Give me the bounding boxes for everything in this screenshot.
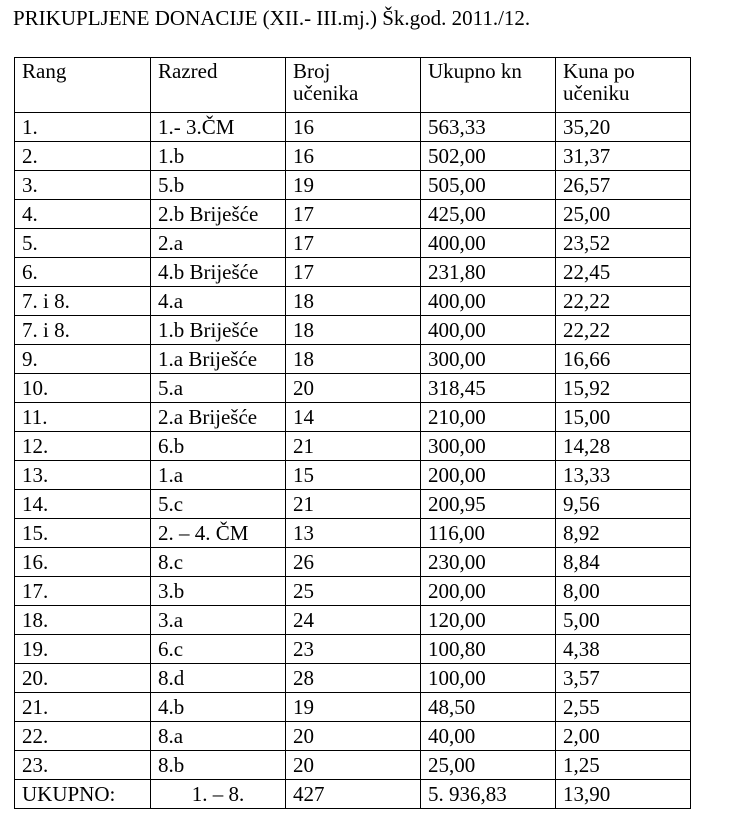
broj-ucenika-cell: 26 (286, 548, 421, 577)
broj-ucenika-cell: 17 (286, 258, 421, 287)
rang-cell: 10. (15, 374, 151, 403)
ukupno-kn-cell: 25,00 (421, 751, 556, 780)
rang-cell: 15. (15, 519, 151, 548)
table-row (15, 635, 691, 664)
rang-cell: 6. (15, 258, 151, 287)
rang-cell: 12. (15, 432, 151, 461)
ukupno-kn-cell: 502,00 (421, 142, 556, 171)
broj-ucenika-cell: 21 (286, 432, 421, 461)
razred-cell: 3.a (151, 606, 286, 635)
razred-cell: 2.b Briješće (151, 200, 286, 229)
header-razred: Razred (151, 58, 286, 113)
table-row (15, 722, 691, 751)
razred-cell: 8.c (151, 548, 286, 577)
total-ukupno-kn-cell: 5. 936,83 (421, 780, 556, 809)
kuna-po-uceniku-cell: 22,22 (556, 287, 691, 316)
kuna-po-uceniku-cell: 23,52 (556, 229, 691, 258)
kuna-po-uceniku-cell: 4,38 (556, 635, 691, 664)
kuna-po-uceniku-cell: 31,37 (556, 142, 691, 171)
kuna-po-uceniku-cell: 22,22 (556, 316, 691, 345)
rang-cell: 4. (15, 200, 151, 229)
total-rang-cell: UKUPNO: (15, 780, 151, 809)
ukupno-kn-cell: 505,00 (421, 171, 556, 200)
ukupno-kn-cell: 425,00 (421, 200, 556, 229)
kuna-po-uceniku-cell: 9,56 (556, 490, 691, 519)
rang-cell: 5. (15, 229, 151, 258)
table-row (15, 606, 691, 635)
page-title: PRIKUPLJENE DONACIJE (XII.- III.mj.) Šk.god. 2011./12. (13, 6, 531, 30)
broj-ucenika-cell: 23 (286, 635, 421, 664)
broj-ucenika-cell: 18 (286, 287, 421, 316)
razred-cell: 8.d (151, 664, 286, 693)
header-kuna-po-uceniku: Kuna po učeniku (556, 58, 691, 113)
table-row (15, 200, 691, 229)
razred-cell: 2.a Briješće (151, 403, 286, 432)
table-row (15, 577, 691, 606)
kuna-po-uceniku-cell: 14,28 (556, 432, 691, 461)
table-row (15, 693, 691, 722)
razred-cell: 5.c (151, 490, 286, 519)
ukupno-kn-cell: 300,00 (421, 432, 556, 461)
rang-cell: 9. (15, 345, 151, 374)
razred-cell: 8.b (151, 751, 286, 780)
kuna-po-uceniku-cell: 5,00 (556, 606, 691, 635)
razred-cell: 1.a Briješće (151, 345, 286, 374)
table-row (15, 548, 691, 577)
rang-cell: 20. (15, 664, 151, 693)
ukupno-kn-cell: 230,00 (421, 548, 556, 577)
razred-cell: 5.b (151, 171, 286, 200)
table-row (15, 258, 691, 287)
kuna-po-uceniku-cell: 15,92 (556, 374, 691, 403)
razred-cell: 1.b (151, 142, 286, 171)
broj-ucenika-cell: 15 (286, 461, 421, 490)
header-ukupno-kn: Ukupno kn (421, 58, 556, 113)
kuna-po-uceniku-cell: 35,20 (556, 113, 691, 142)
ukupno-kn-cell: 200,00 (421, 577, 556, 606)
table-row (15, 113, 691, 142)
header-broj-ucenika: Broj učenika (286, 58, 421, 113)
ukupno-kn-cell: 200,95 (421, 490, 556, 519)
ukupno-kn-cell: 48,50 (421, 693, 556, 722)
ukupno-kn-cell: 210,00 (421, 403, 556, 432)
donations-table (14, 57, 691, 809)
ukupno-kn-cell: 400,00 (421, 287, 556, 316)
razred-cell: 6.c (151, 635, 286, 664)
ukupno-kn-cell: 40,00 (421, 722, 556, 751)
broj-ucenika-cell: 25 (286, 577, 421, 606)
rang-cell: 7. i 8. (15, 287, 151, 316)
razred-cell: 4.a (151, 287, 286, 316)
razred-cell: 5.a (151, 374, 286, 403)
kuna-po-uceniku-cell: 25,00 (556, 200, 691, 229)
rang-cell: 1. (15, 113, 151, 142)
table-row (15, 490, 691, 519)
broj-ucenika-cell: 19 (286, 171, 421, 200)
kuna-po-uceniku-cell: 8,84 (556, 548, 691, 577)
rang-cell: 21. (15, 693, 151, 722)
kuna-po-uceniku-cell: 8,92 (556, 519, 691, 548)
table-row (15, 345, 691, 374)
broj-ucenika-cell: 20 (286, 751, 421, 780)
table-row (15, 664, 691, 693)
table-row (15, 403, 691, 432)
razred-cell: 3.b (151, 577, 286, 606)
kuna-po-uceniku-cell: 1,25 (556, 751, 691, 780)
table-row (15, 229, 691, 258)
broj-ucenika-cell: 28 (286, 664, 421, 693)
table-row (15, 142, 691, 171)
ukupno-kn-cell: 318,45 (421, 374, 556, 403)
rang-cell: 13. (15, 461, 151, 490)
kuna-po-uceniku-cell: 2,55 (556, 693, 691, 722)
kuna-po-uceniku-cell: 16,66 (556, 345, 691, 374)
broj-ucenika-cell: 14 (286, 403, 421, 432)
kuna-po-uceniku-cell: 22,45 (556, 258, 691, 287)
table-total-row (15, 780, 691, 809)
broj-ucenika-cell: 20 (286, 722, 421, 751)
total-broj-ucenika-cell: 427 (286, 780, 421, 809)
ukupno-kn-cell: 100,80 (421, 635, 556, 664)
broj-ucenika-cell: 24 (286, 606, 421, 635)
rang-cell: 18. (15, 606, 151, 635)
table-row (15, 316, 691, 345)
rang-cell: 7. i 8. (15, 316, 151, 345)
broj-ucenika-cell: 18 (286, 316, 421, 345)
broj-ucenika-cell: 20 (286, 374, 421, 403)
ukupno-kn-cell: 120,00 (421, 606, 556, 635)
table-row (15, 287, 691, 316)
ukupno-kn-cell: 231,80 (421, 258, 556, 287)
razred-cell: 8.a (151, 722, 286, 751)
razred-cell: 6.b (151, 432, 286, 461)
ukupno-kn-cell: 300,00 (421, 345, 556, 374)
broj-ucenika-cell: 17 (286, 229, 421, 258)
table-header-row (15, 58, 691, 113)
ukupno-kn-cell: 100,00 (421, 664, 556, 693)
kuna-po-uceniku-cell: 2,00 (556, 722, 691, 751)
razred-cell: 2. – 4. ČM (151, 519, 286, 548)
razred-cell: 4.b Briješće (151, 258, 286, 287)
header-rang: Rang (15, 58, 151, 113)
razred-cell: 1.a (151, 461, 286, 490)
rang-cell: 2. (15, 142, 151, 171)
rang-cell: 19. (15, 635, 151, 664)
ukupno-kn-cell: 116,00 (421, 519, 556, 548)
rang-cell: 23. (15, 751, 151, 780)
table-row (15, 432, 691, 461)
table-row (15, 374, 691, 403)
rang-cell: 22. (15, 722, 151, 751)
total-razred-cell: 1. – 8. (151, 780, 286, 809)
kuna-po-uceniku-cell: 15,00 (556, 403, 691, 432)
broj-ucenika-cell: 16 (286, 142, 421, 171)
rang-cell: 11. (15, 403, 151, 432)
total-kuna-po-uceniku-cell: 13,90 (556, 780, 691, 809)
kuna-po-uceniku-cell: 3,57 (556, 664, 691, 693)
rang-cell: 14. (15, 490, 151, 519)
razred-cell: 4.b (151, 693, 286, 722)
broj-ucenika-cell: 13 (286, 519, 421, 548)
broj-ucenika-cell: 16 (286, 113, 421, 142)
rang-cell: 16. (15, 548, 151, 577)
table-row (15, 519, 691, 548)
table-row (15, 751, 691, 780)
ukupno-kn-cell: 563,33 (421, 113, 556, 142)
razred-cell: 1.b Briješće (151, 316, 286, 345)
table-row (15, 171, 691, 200)
rang-cell: 17. (15, 577, 151, 606)
table-row (15, 461, 691, 490)
broj-ucenika-cell: 18 (286, 345, 421, 374)
razred-cell: 1.- 3.ČM (151, 113, 286, 142)
kuna-po-uceniku-cell: 13,33 (556, 461, 691, 490)
ukupno-kn-cell: 400,00 (421, 316, 556, 345)
ukupno-kn-cell: 200,00 (421, 461, 556, 490)
broj-ucenika-cell: 19 (286, 693, 421, 722)
rang-cell: 3. (15, 171, 151, 200)
kuna-po-uceniku-cell: 8,00 (556, 577, 691, 606)
ukupno-kn-cell: 400,00 (421, 229, 556, 258)
broj-ucenika-cell: 21 (286, 490, 421, 519)
razred-cell: 2.a (151, 229, 286, 258)
broj-ucenika-cell: 17 (286, 200, 421, 229)
kuna-po-uceniku-cell: 26,57 (556, 171, 691, 200)
